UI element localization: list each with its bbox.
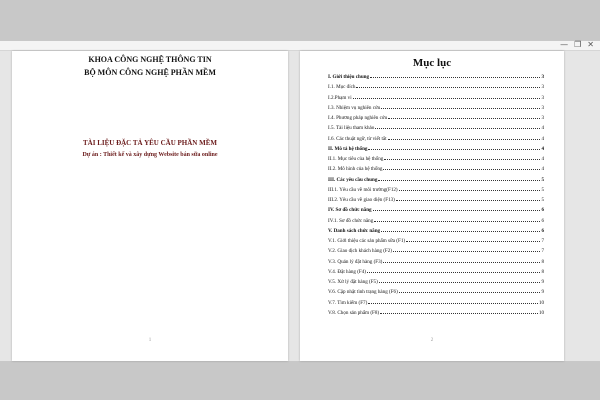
toc-entry-label: III.1. Yêu cầu về môi trường(F12) xyxy=(328,186,398,193)
toc-leader-dots xyxy=(399,288,541,293)
toc-title: Mục lục xyxy=(412,57,452,69)
toc-entry[interactable] xyxy=(328,155,544,162)
toc-leader-dots xyxy=(388,114,540,119)
toc-entry[interactable] xyxy=(328,104,544,111)
faculty-heading: KHOA CÔNG NGHỆ THÔNG TIN xyxy=(88,55,212,64)
toc-entry-page: 5 xyxy=(541,176,544,183)
toc-entry-page: 8 xyxy=(541,268,544,275)
toc-entry[interactable] xyxy=(328,217,544,224)
toc-leader-dots xyxy=(393,247,540,252)
toc-entry[interactable] xyxy=(328,124,544,131)
toc-entry-page: 9 xyxy=(541,279,544,285)
toc-entry[interactable] xyxy=(328,288,544,295)
toc-entry-label: IV.1. Sơ đồ chức năng xyxy=(328,217,374,224)
toc-leader-dots xyxy=(384,155,540,160)
document-title: TÀI LIỆU ĐẶC TẢ YÊU CẦU PHẦN MỀM xyxy=(83,139,217,147)
toc-entry-page: 10 xyxy=(538,309,544,316)
toc-entry[interactable] xyxy=(328,73,544,80)
toc-entry-label: V.2. Giao dịch khách hàng (F2) xyxy=(328,248,392,255)
toc-entry[interactable] xyxy=(328,227,544,234)
toc-leader-dots xyxy=(356,83,540,88)
toc-entry-label: I.5. Tài liệu tham khảo xyxy=(328,125,375,132)
toc-entry-page: 6 xyxy=(541,217,544,224)
toc-entry[interactable] xyxy=(328,83,544,90)
toc-entry-page: 5 xyxy=(541,197,544,203)
toc-leader-dots xyxy=(383,165,540,170)
toc-entry-page: 10 xyxy=(538,299,544,306)
toc-entry-page: 4 xyxy=(541,145,544,152)
close-icon[interactable]: ✕ xyxy=(587,40,594,49)
toc-leader-dots xyxy=(406,237,540,242)
toc-entry-label: I.2.Phạm vi xyxy=(328,94,352,101)
toc-entry-page: 7 xyxy=(541,248,544,255)
toc-entry[interactable] xyxy=(328,165,544,172)
toc-leader-dots xyxy=(378,176,540,181)
bottom-backdrop xyxy=(0,361,600,400)
toc-entry[interactable] xyxy=(328,278,544,285)
toc-entry-label: IV. Sơ đồ chức năng xyxy=(328,207,372,214)
toc-entry-label: V.7. Tìm kiếm (F7) xyxy=(328,299,368,306)
toc-entry[interactable] xyxy=(328,258,544,265)
toc-leader-dots xyxy=(399,186,541,191)
toc-entry[interactable] xyxy=(328,237,544,244)
toc-entry-label: V.3. Quản lý đặt hàng (F3) xyxy=(328,258,383,265)
toc-entry-page: 6 xyxy=(541,227,544,234)
toc-entry-page: 9 xyxy=(541,289,544,296)
viewer-toolbar xyxy=(0,41,600,51)
toc-entry[interactable] xyxy=(328,299,544,306)
toc-entry[interactable] xyxy=(328,176,544,183)
minimize-icon[interactable]: — xyxy=(560,40,569,49)
toc-entry-label: I.4. Phương pháp nghiên cứu xyxy=(328,115,388,121)
toc-entry-label: III. Các yêu cầu chung xyxy=(328,176,378,183)
toc-entry-label: I.1. Mục đích xyxy=(328,84,356,91)
toc-entry-page: 3 xyxy=(541,115,544,121)
toc-entry[interactable] xyxy=(328,94,544,101)
toc-entry-page: 6 xyxy=(541,207,544,214)
toc-leader-dots xyxy=(368,145,540,150)
toc-entry[interactable] xyxy=(328,206,544,213)
toc-entry-label: II.1. Mục tiêu của hệ thống xyxy=(328,156,384,162)
toc-leader-dots xyxy=(374,217,540,222)
project-line: Dự án : Thiết kế và xây dựng Website bán sữa online xyxy=(82,152,218,158)
toc-entry[interactable] xyxy=(328,145,544,152)
toc-page xyxy=(300,51,564,361)
toc-leader-dots xyxy=(383,258,540,263)
cover-page xyxy=(12,51,288,361)
toc-entry[interactable] xyxy=(328,309,544,316)
page-number: 1 xyxy=(148,338,152,343)
restore-icon[interactable]: ❐ xyxy=(574,40,582,49)
toc-leader-dots xyxy=(367,268,540,273)
toc-entry-label: V.6. Cập nhật tình trạng hàng (F6) xyxy=(328,289,398,296)
toc-leader-dots xyxy=(370,73,540,78)
toc-entry-label: II. Mô tả hệ thống xyxy=(328,145,368,152)
toc-entry-page: 4 xyxy=(541,166,544,173)
toc-entry-label: V.1. Giới thiệu các sản phẩm sữa (F1) xyxy=(328,238,406,244)
toc-entry-page: 4 xyxy=(541,156,544,162)
toc-entry[interactable] xyxy=(328,196,544,203)
toc-entry-label: V.4. Đặt hàng (F4) xyxy=(328,268,366,275)
toc-entry-page: 7 xyxy=(541,238,544,244)
toc-entry-page: 3 xyxy=(541,94,544,101)
toc-entry-label: V.8. Chọn sản phẩm (F8) xyxy=(328,309,380,316)
toc-entry-label: I.6. Các thuật ngữ, từ viết tắt xyxy=(328,135,387,142)
toc-entry-page: 5 xyxy=(541,186,544,193)
toc-entry[interactable] xyxy=(328,268,544,275)
toc-leader-dots xyxy=(380,309,538,314)
toc-entry-label: I. Giới thiệu chung xyxy=(328,74,370,80)
toc-leader-dots xyxy=(388,135,541,140)
toc-entry-page: 3 xyxy=(541,74,544,80)
toc-entry-label: III.2. Yêu cầu về giao diện (F13) xyxy=(328,197,395,203)
toc-entry-page: 3 xyxy=(541,84,544,91)
toc-entry-label: II.2. Mô hình của hệ thống xyxy=(328,166,383,173)
toc-leader-dots xyxy=(379,278,541,283)
toc-entry-page: 3 xyxy=(541,104,544,111)
toc-entry[interactable] xyxy=(328,135,544,142)
toc-entry-page: 8 xyxy=(541,258,544,265)
toc-leader-dots xyxy=(373,206,541,211)
toc-entry[interactable] xyxy=(328,247,544,254)
toc-entry-label: I.3. Nhiệm vụ nghiên cứu xyxy=(328,104,381,111)
toc-entry-page: 4 xyxy=(541,125,544,132)
toc-entry-label: V. Danh sách chức năng xyxy=(328,227,381,234)
toc-leader-dots xyxy=(375,124,540,129)
window-controls xyxy=(560,40,594,50)
toc-leader-dots xyxy=(353,94,541,99)
toc-entry[interactable] xyxy=(328,114,544,121)
page-number: 2 xyxy=(430,338,434,343)
department-heading: BỘ MÔN CÔNG NGHỆ PHẦN MỀM xyxy=(84,68,216,77)
top-backdrop xyxy=(0,0,600,41)
toc-leader-dots xyxy=(368,299,538,304)
toc-leader-dots xyxy=(381,227,540,232)
toc-entry-page: 4 xyxy=(541,135,544,142)
toc-entry-label: V.5. Xử lý đặt hàng (F5) xyxy=(328,279,378,285)
toc-entry[interactable] xyxy=(328,186,544,193)
toc-leader-dots xyxy=(396,196,541,201)
toc-leader-dots xyxy=(381,104,540,109)
